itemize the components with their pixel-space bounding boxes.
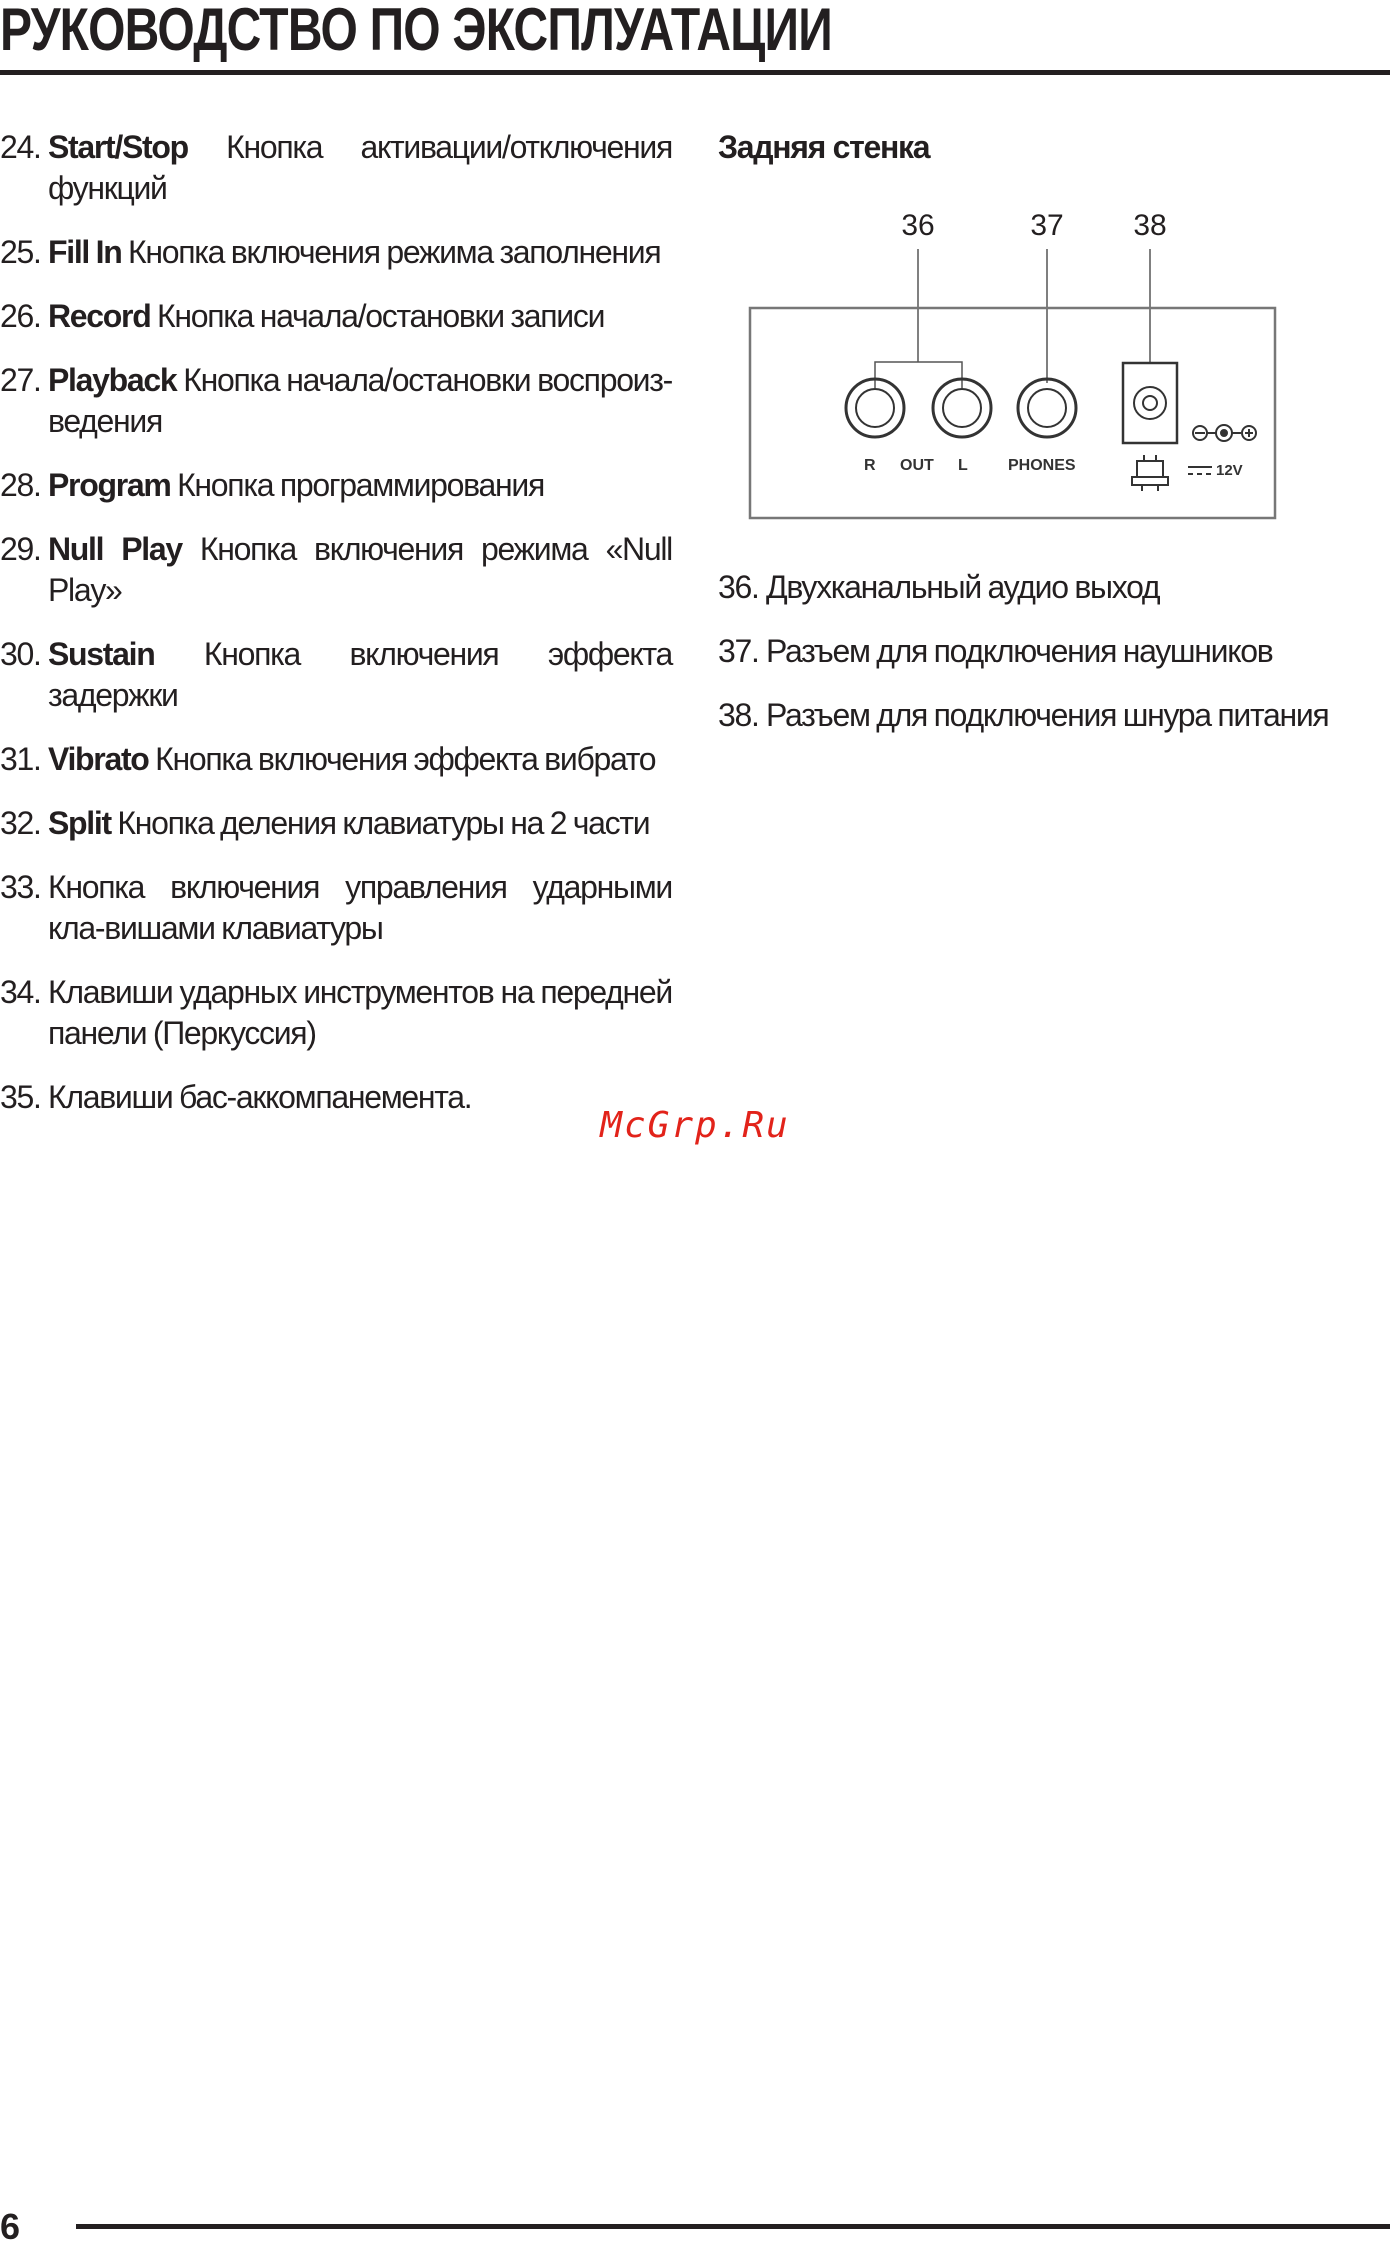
callout-36: 36	[901, 209, 935, 242]
label-r: R	[864, 457, 876, 474]
list-item-27	[0, 360, 672, 442]
footer-rule	[76, 2224, 1390, 2229]
rear-panel-section	[718, 127, 1358, 168]
item-keyword: Fill In	[48, 234, 122, 270]
dc-symbol-icon	[1188, 467, 1212, 474]
item-number: 26.	[0, 298, 41, 334]
item-description: Кнопка деления клавиатуры на 2 части	[110, 805, 650, 841]
item-text: Разъем для подключения наушников	[766, 633, 1273, 669]
panel-frame	[750, 308, 1275, 518]
label-phones: PHONES	[1008, 457, 1076, 474]
control-list	[0, 127, 672, 1141]
item-number: 30.	[0, 636, 41, 672]
list-item-26	[0, 296, 672, 337]
list-item-25	[0, 232, 672, 273]
watermark: McGrp.Ru	[600, 1105, 790, 1146]
item-text	[48, 296, 672, 337]
label-out: OUT	[900, 457, 934, 474]
item-description: Кнопка активации/отключения функций	[48, 129, 672, 206]
item-keyword: Split	[48, 805, 111, 841]
item-description: Клавиши бас-аккомпанемента.	[48, 1079, 472, 1115]
list-item-33	[0, 867, 672, 949]
item-number: 25.	[0, 234, 41, 270]
list-item-29	[0, 529, 672, 611]
page-number: 6	[0, 2206, 21, 2247]
item-number: 28.	[0, 467, 41, 503]
header-rule	[0, 70, 1390, 75]
item-keyword: Null Play	[48, 531, 182, 567]
item-keyword: Program	[48, 467, 171, 503]
item-description: Кнопка начала/остановки воспроиз-ведения	[48, 362, 672, 439]
item-text	[48, 972, 672, 1054]
item-text: Разъем для подключения шнура питания	[766, 697, 1329, 733]
dc-socket-icon	[1123, 363, 1177, 443]
item-number: 34.	[0, 974, 41, 1010]
item-text	[48, 529, 672, 611]
item-text	[48, 232, 672, 273]
item-description: Кнопка включения режима заполнения	[121, 234, 661, 270]
item-keyword: Start/Stop	[48, 129, 188, 165]
item-text	[48, 803, 672, 844]
item-text: Двухканальный аудио выход	[766, 569, 1160, 605]
list-item-36	[718, 567, 1358, 608]
item-text	[48, 867, 672, 949]
item-description: Клавиши ударных инструментов на передней панели (Перкуссия)	[48, 974, 672, 1051]
jack-phones-icon	[1018, 379, 1076, 437]
list-item-30	[0, 634, 672, 716]
item-text	[48, 634, 672, 716]
page-title: РУКОВОДСТВО ПО ЭКСПЛУАТАЦИИ	[0, 0, 832, 63]
item-keyword: Record	[48, 298, 151, 334]
item-keyword: Playback	[48, 362, 177, 398]
section-title: Задняя стенка	[718, 129, 930, 165]
callout-37: 37	[1030, 209, 1064, 242]
item-number: 38.	[718, 697, 759, 733]
item-keyword: Vibrato	[48, 741, 149, 777]
item-number: 24.	[0, 129, 41, 165]
list-item-32	[0, 803, 672, 844]
label-l: L	[958, 457, 968, 474]
item-number: 37.	[718, 633, 759, 669]
item-text	[48, 360, 672, 442]
item-number: 32.	[0, 805, 41, 841]
rear-panel-list	[718, 567, 1358, 759]
item-number: 35.	[0, 1079, 41, 1115]
callout-38: 38	[1133, 209, 1167, 242]
item-description: Кнопка программирования	[170, 467, 544, 503]
item-number: 36.	[718, 569, 759, 605]
list-item-34	[0, 972, 672, 1054]
label-12v: 12V	[1216, 462, 1243, 479]
item-text	[48, 739, 672, 780]
item-description: Кнопка включения управления ударными кла-вишами клавиатуры	[48, 869, 672, 946]
item-number: 29.	[0, 531, 41, 567]
item-description: Кнопка включения эффекта задержки	[48, 636, 672, 713]
power-adapter-icon	[1132, 455, 1168, 491]
rear-panel-diagram	[740, 205, 1280, 535]
polarity-icon	[1193, 425, 1256, 441]
item-number: 33.	[0, 869, 41, 905]
item-text	[48, 127, 672, 209]
list-item-24	[0, 127, 672, 209]
list-item-37	[718, 631, 1358, 672]
item-text	[48, 465, 672, 506]
item-description: Кнопка включения эффекта вибрато	[148, 741, 656, 777]
item-description: Кнопка начала/остановки записи	[150, 298, 605, 334]
item-number: 31.	[0, 741, 41, 777]
list-item-28	[0, 465, 672, 506]
leader-lines	[875, 249, 1150, 388]
item-keyword: Sustain	[48, 636, 155, 672]
item-number: 27.	[0, 362, 41, 398]
list-item-38	[718, 695, 1358, 736]
list-item-31	[0, 739, 672, 780]
item-description: Кнопка включения режима «Null Play»	[48, 531, 672, 608]
